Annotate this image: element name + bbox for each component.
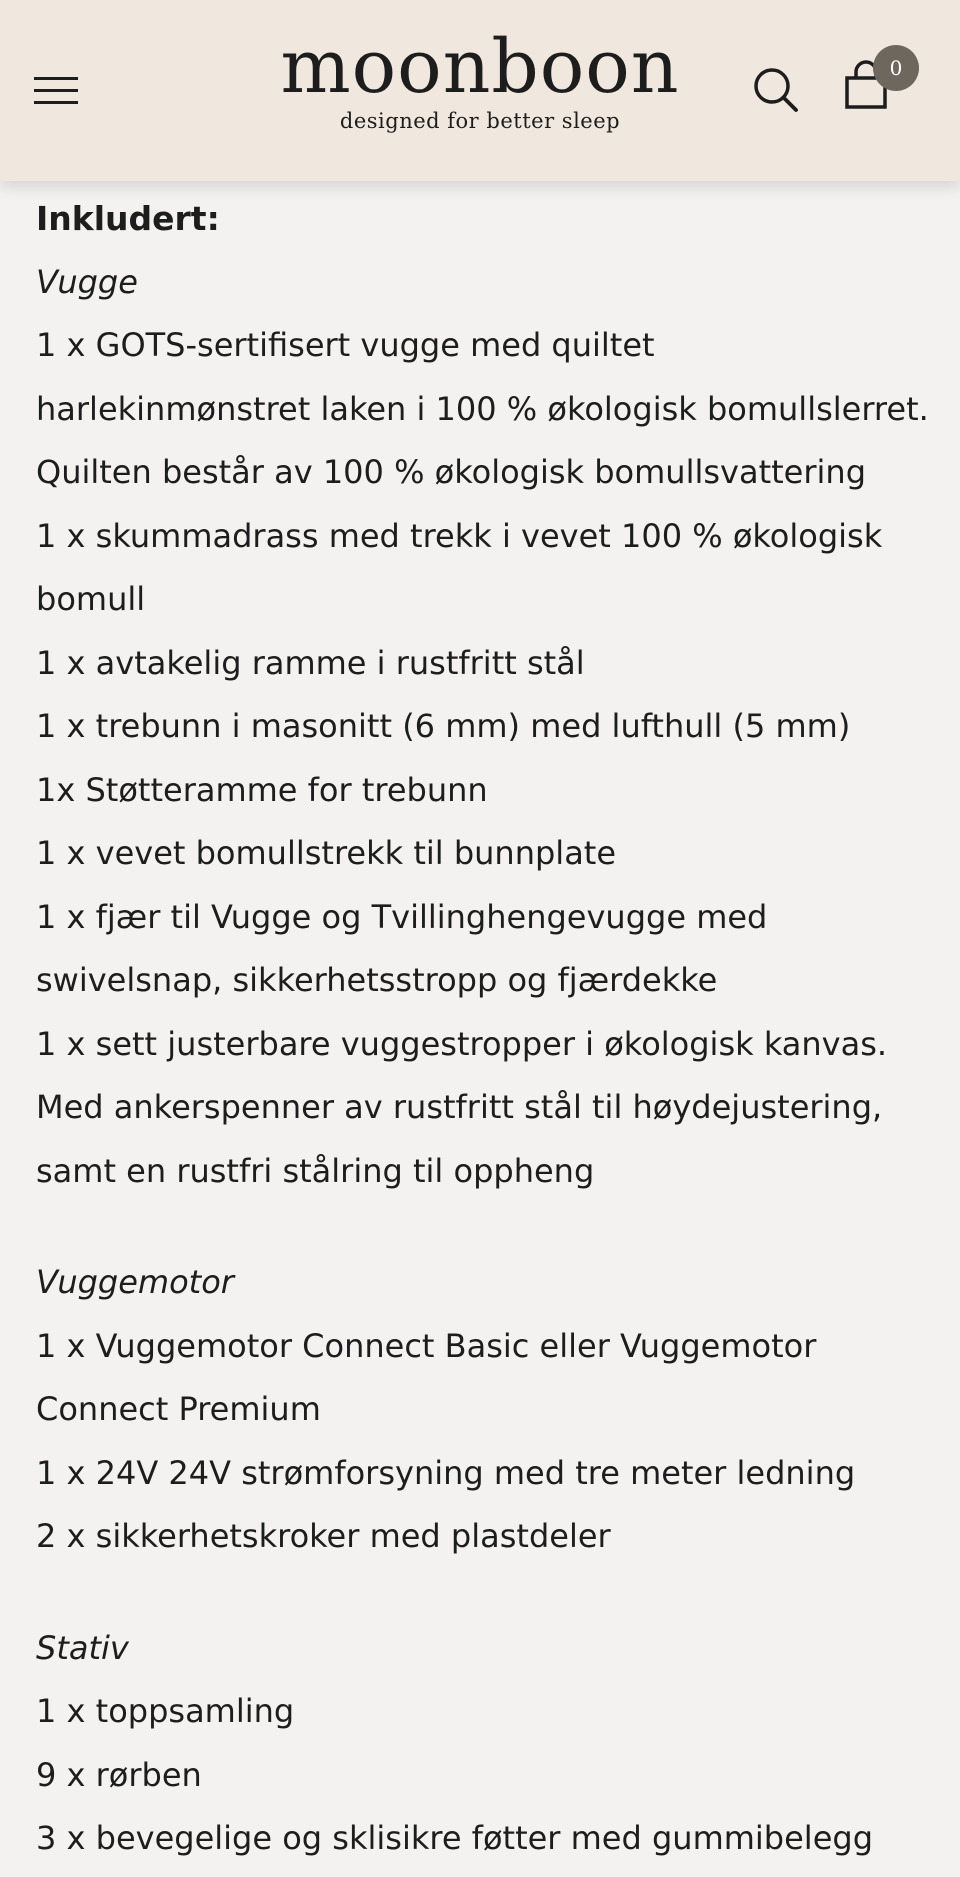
- menu-line: [34, 89, 78, 92]
- included-heading: Inkludert:: [36, 199, 220, 238]
- section-spacer: [36, 1569, 936, 1617]
- brand-logo[interactable]: [280, 26, 680, 134]
- site-header: [0, 0, 960, 181]
- list-item: 3 x bevegelige og sklisikre føtter med gummibelegg: [36, 1819, 873, 1857]
- list-item: 1 x vevet bomullstrekk til bunnplate: [36, 834, 617, 872]
- list-item: 1 x fjær til Vugge og Tvillinghengevugge med swivelsnap, sikkerhetsstropp og fjærdekke: [36, 897, 768, 999]
- list-item: 2 x sikkerhetskroker med plastdeler: [36, 1517, 611, 1555]
- list-item: 1 x skummadrass med trekk i vevet 100 % økologisk bomull: [36, 516, 883, 618]
- section-title-vugge: Vugge: [36, 262, 138, 301]
- list-item: 1 x toppsamling: [36, 1692, 295, 1730]
- logo-tagline: designed for better sleep: [339, 109, 621, 133]
- logo-wordmark: moonboon: [280, 24, 680, 110]
- list-item: 1 x avtakelig ramme i rustfritt stål: [36, 643, 585, 682]
- list-item: 1x Støtteramme for trebunn: [36, 770, 488, 809]
- list-item: 1 x 24V 24V strømforsyning med tre meter ledning: [36, 1453, 856, 1492]
- list-item: 1 x GOTS-sertifisert vugge med quiltet harlekinmønstret laken i 100 % økologisk bomullslerret. Quilten består av 100 % økologisk bomullsvattering: [36, 326, 929, 491]
- cart-count-badge: 0: [873, 45, 919, 91]
- hamburger-menu-icon[interactable]: [34, 77, 78, 105]
- section-title-stativ: Stativ: [36, 1628, 129, 1667]
- menu-line: [34, 77, 78, 80]
- list-item: 1 x trebunn i masonitt (6 mm) med lufthull (5 mm): [36, 707, 851, 745]
- section-title-vuggemotor: Vuggemotor: [36, 1263, 234, 1301]
- list-item: 9 x rørben: [36, 1755, 202, 1794]
- product-included-list: [36, 187, 936, 1871]
- search-icon[interactable]: [752, 66, 800, 114]
- section-spacer: [36, 1203, 936, 1251]
- menu-line: [34, 101, 78, 104]
- list-item: 1 x Vuggemotor Connect Basic eller Vuggemotor Connect Premium: [36, 1326, 817, 1428]
- list-item: 1 x sett justerbare vuggestropper i økologisk kanvas. Med ankerspenner av rustfritt stål til høydejustering, samt en rustfri stålring til oppheng: [36, 1024, 888, 1190]
